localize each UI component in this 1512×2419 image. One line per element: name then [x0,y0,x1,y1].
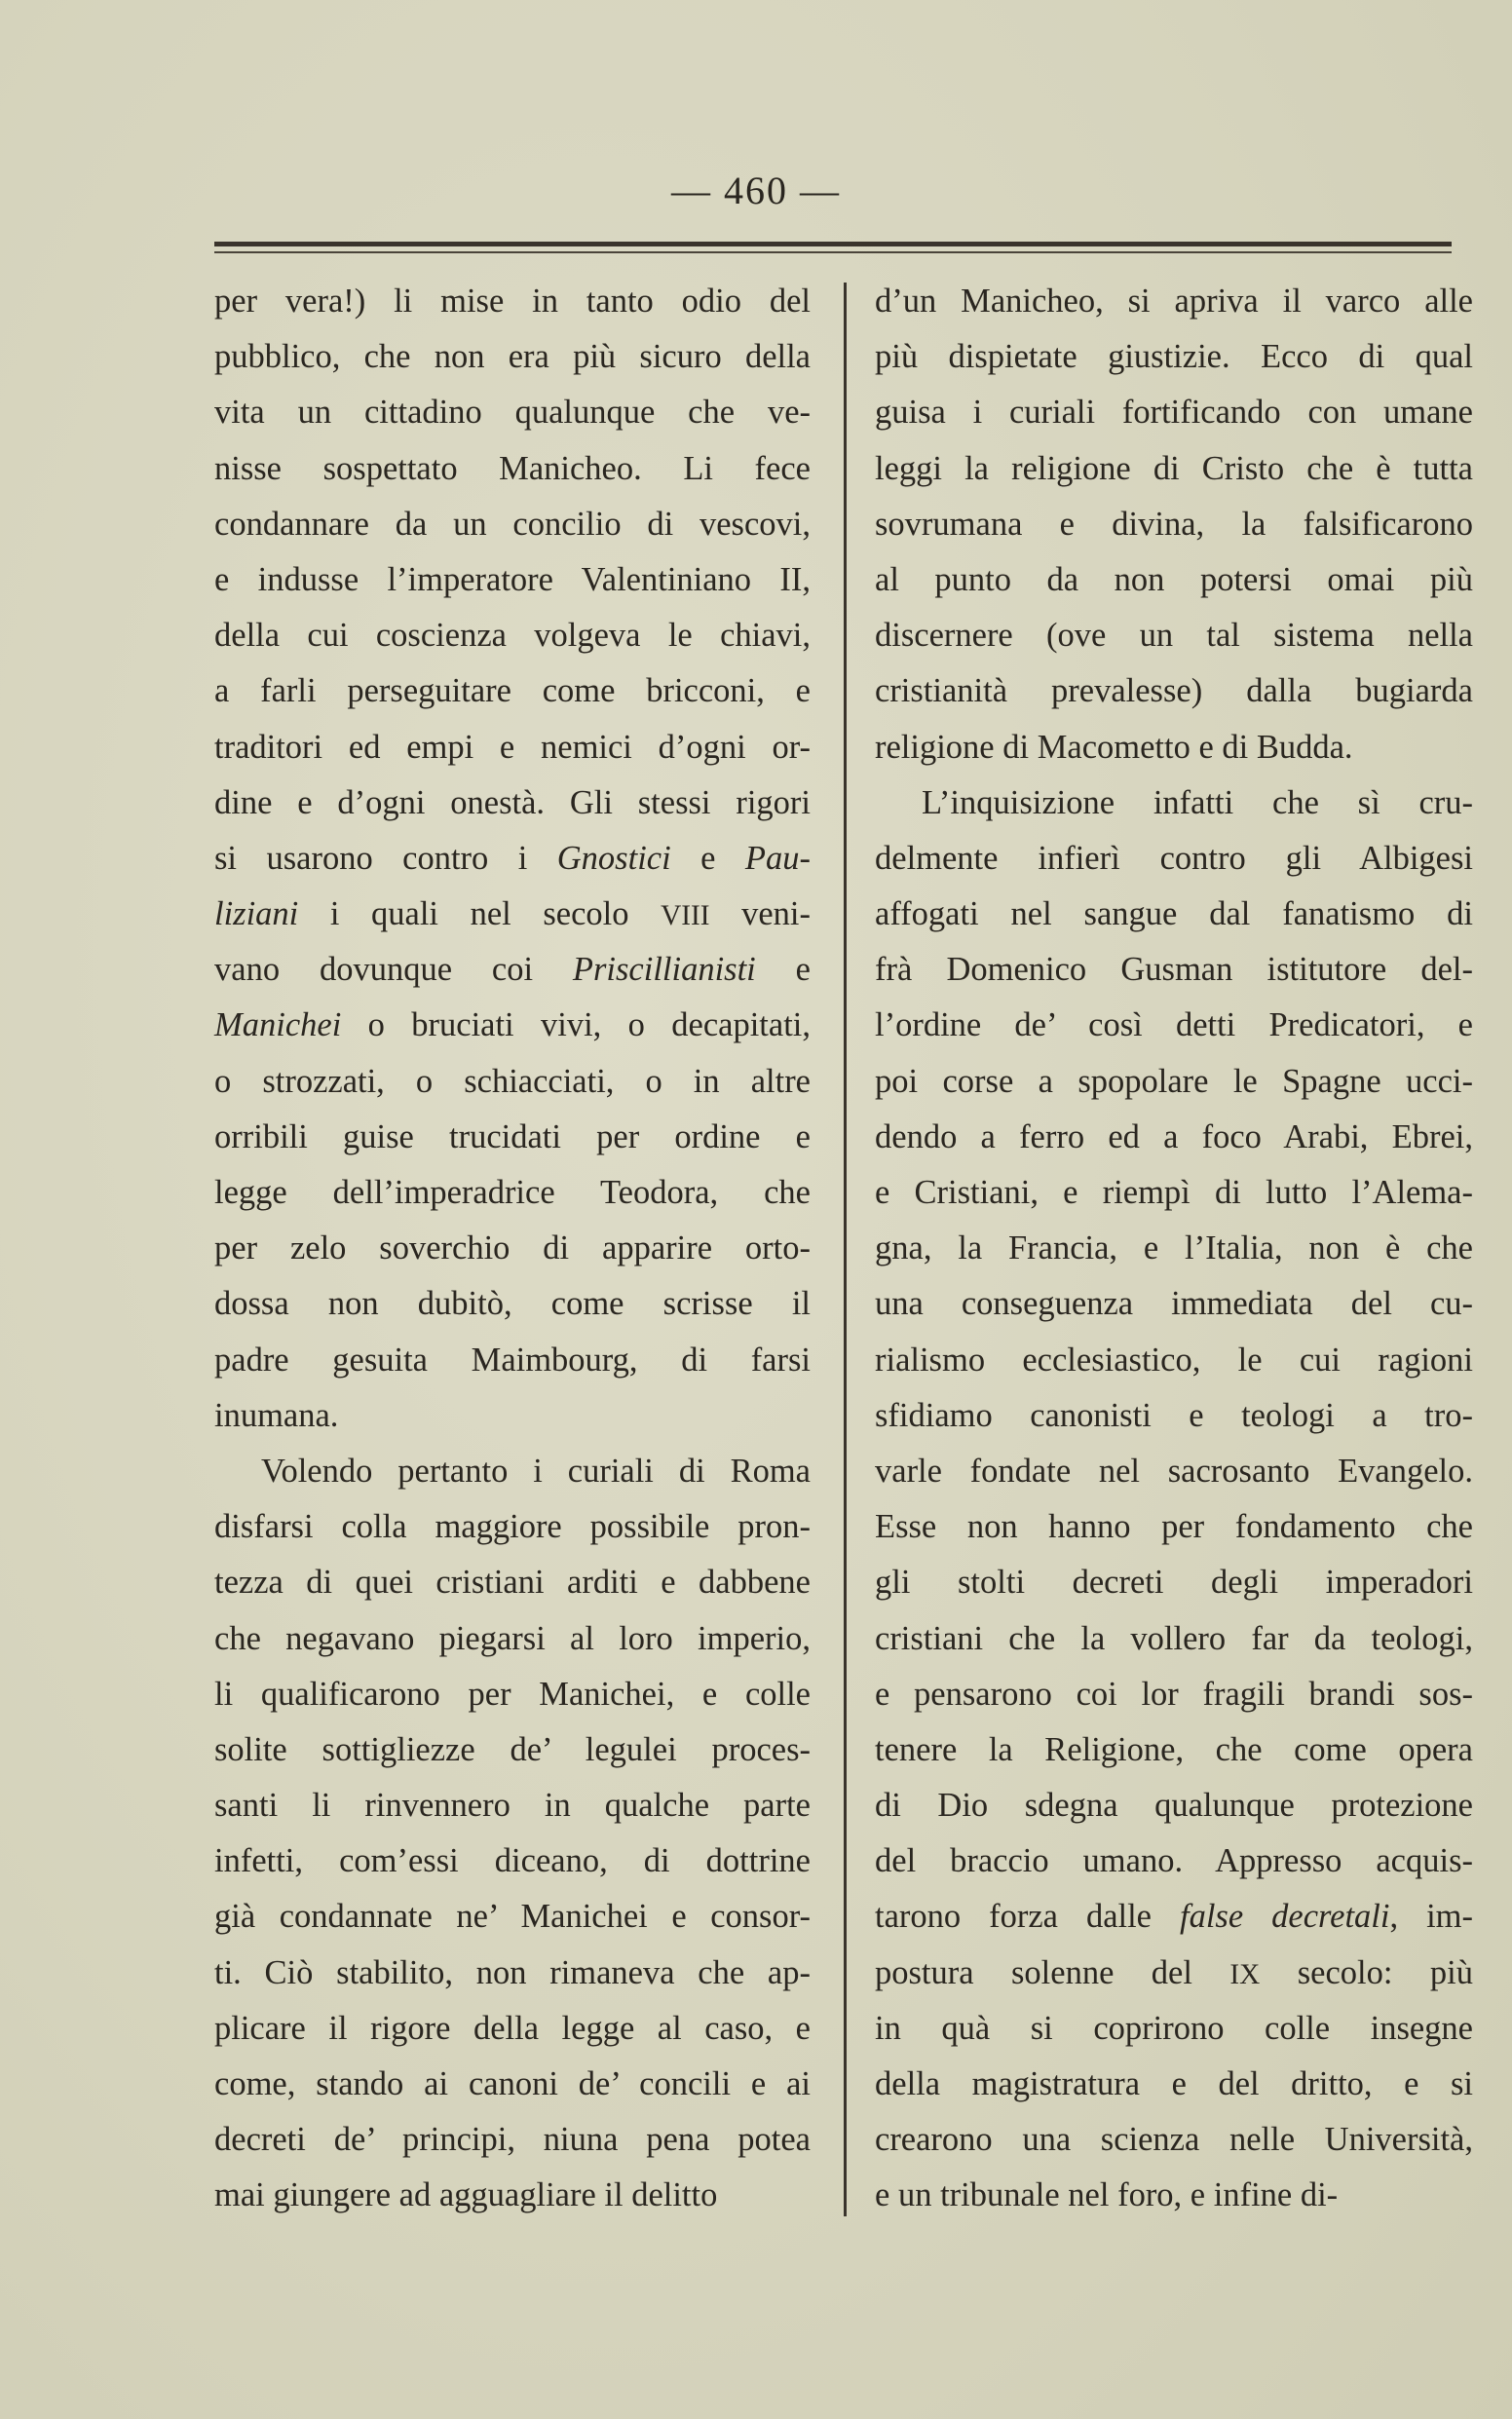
text-line: pubblico, che non era più sicuro della [214,338,811,376]
text-line: Volendo pertanto i curiali di Roma [261,1452,811,1490]
text-line: solite sottigliezze de’ legulei proces- [214,1730,811,1768]
text-line: l’ordine de’ così detti Predicatori, e [875,1006,1473,1044]
text-line: guisa i curiali fortificando con umane [875,394,1473,432]
text-line: cristianità prevalesse) dalla bugiarda [875,672,1473,710]
text-line: tenere la Religione, che come opera [875,1730,1473,1768]
text-line: rialismo ecclesiastico, le cui ragioni [875,1341,1473,1379]
text-line: della cui coscienza volgeva le chiavi, [214,617,811,655]
text-line: cristiani che la vollero far da teologi, [875,1619,1473,1657]
text-line: Esse non hanno per fondamento che [875,1508,1473,1546]
text-line: al punto da non potersi omai più [875,560,1473,598]
text-line: mai giungere ad agguagliare il delitto [214,2176,718,2214]
text-line: del braccio umano. Appresso acquis- [875,1842,1473,1880]
text-line: gli stolti decreti degli imperadori [875,1564,1473,1602]
text-line: tezza di quei cristiani arditi e dabbene [214,1564,811,1602]
text-line: vano dovunque coi Priscillianisti e [214,951,811,989]
text-line: e un tribunale nel foro, e infine di- [875,2176,1339,2214]
text-line: che negavano piegarsi al loro imperio, [214,1619,811,1657]
text-line: a farli perseguitare come bricconi, e [214,672,811,710]
right-column [875,274,1473,2224]
text-line: una conseguenza immediata del cu- [875,1285,1473,1323]
text-line: decreti de’ principi, niuna pena potea [214,2121,811,2159]
text-line: tarono forza dalle false decretali, im- [875,1898,1473,1936]
text-line: poi corse a spopolare le Spagne ucci- [875,1062,1473,1100]
text-line: orribili guise trucidati per ordine e [214,1117,811,1155]
text-line: ti. Ciò stabilito, non rimaneva che ap- [214,1953,811,1991]
text-line: traditori ed empi e nemici d’ogni or- [214,728,811,766]
text-line: religione di Macometto e di Budda. [875,728,1353,766]
text-line: Manichei o bruciati vivi, o decapitati, [214,1006,811,1044]
column-divider [844,283,847,2216]
text-line: dine e d’ogni onestà. Gli stessi rigori [214,783,811,821]
page-number: — 460 — [671,169,841,212]
text-line: di Dio sdegna qualunque protezione [875,1787,1473,1825]
text-line: liziani i quali nel secolo VIII veni- [214,895,812,933]
text-line: o strozzati, o schiacciati, o in altre [214,1062,811,1100]
text-line: si usarono contro i Gnostici e Pau- [214,839,811,877]
text-line: dossa non dubitò, come scrisse il [214,1285,811,1323]
text-line: L’inquisizione infatti che sì cru- [922,783,1473,821]
text-line: sfidiamo canonisti e teologi a tro- [875,1396,1473,1434]
text-line: crearono una scienza nelle Università, [875,2121,1473,2159]
text-line: per vera!) li mise in tanto odio del [214,283,811,320]
text-line: leggi la religione di Cristo che è tutta [875,449,1473,487]
text-line: disfarsi colla maggiore possibile pron- [214,1508,811,1546]
text-line: postura solenne del IX secolo: più [875,1953,1473,1991]
text-line: dendo a ferro ed a foco Arabi, Ebrei, [875,1117,1473,1155]
text-line: nisse sospettato Manicheo. Li fece [214,449,811,487]
text-line: legge dell’imperadrice Teodora, che [214,1174,811,1211]
left-column [214,274,811,2224]
text-line: varle fondate nel sacrosanto Evangelo. [875,1452,1473,1490]
text-line: d’un Manicheo, si apriva il varco alle [875,283,1473,320]
text-line: li qualificarono per Manichei, e colle [214,1675,811,1713]
text-line: e Cristiani, e riempì di lutto l’Alema- [875,1174,1473,1211]
text-line: già condannate ne’ Manichei e consor- [214,1898,811,1936]
text-line: delmente infierì contro gli Albigesi [875,839,1473,877]
text-line: padre gesuita Maimbourg, di farsi [214,1341,811,1379]
text-line: in quà si coprirono colle insegne [875,2009,1473,2047]
text-line: sovrumana e divina, la falsificarono [875,505,1473,543]
text-line: come, stando ai canoni de’ concili e ai [214,2065,811,2102]
text-line: condannare da un concilio di vescovi, [214,505,811,543]
text-line: più dispietate giustizie. Ecco di qual [875,338,1473,376]
text-line: affogati nel sangue dal fanatismo di [875,895,1473,933]
text-line: discernere (ove un tal sistema nella [875,617,1473,655]
text-line: frà Domenico Gusman istitutore del- [875,951,1473,989]
text-line: infetti, com’essi diceano, di dottrine [214,1842,811,1880]
header-rule-thick [214,242,1452,246]
header-rule-thin [214,251,1452,253]
text-line: gna, la Francia, e l’Italia, non è che [875,1229,1473,1267]
text-line: e pensarono coi lor fragili brandi sos- [875,1675,1473,1713]
text-line: santi li rinvennero in qualche parte [214,1787,811,1825]
text-line: e indusse l’imperatore Valentiniano II, [214,560,811,598]
text-line: vita un cittadino qualunque che ve- [214,394,811,432]
text-line: plicare il rigore della legge al caso, e [214,2009,811,2047]
text-line: della magistratura e del dritto, e si [875,2065,1473,2102]
text-line: inumana. [214,1396,339,1434]
text-line: per zelo soverchio di apparire orto- [214,1229,811,1267]
